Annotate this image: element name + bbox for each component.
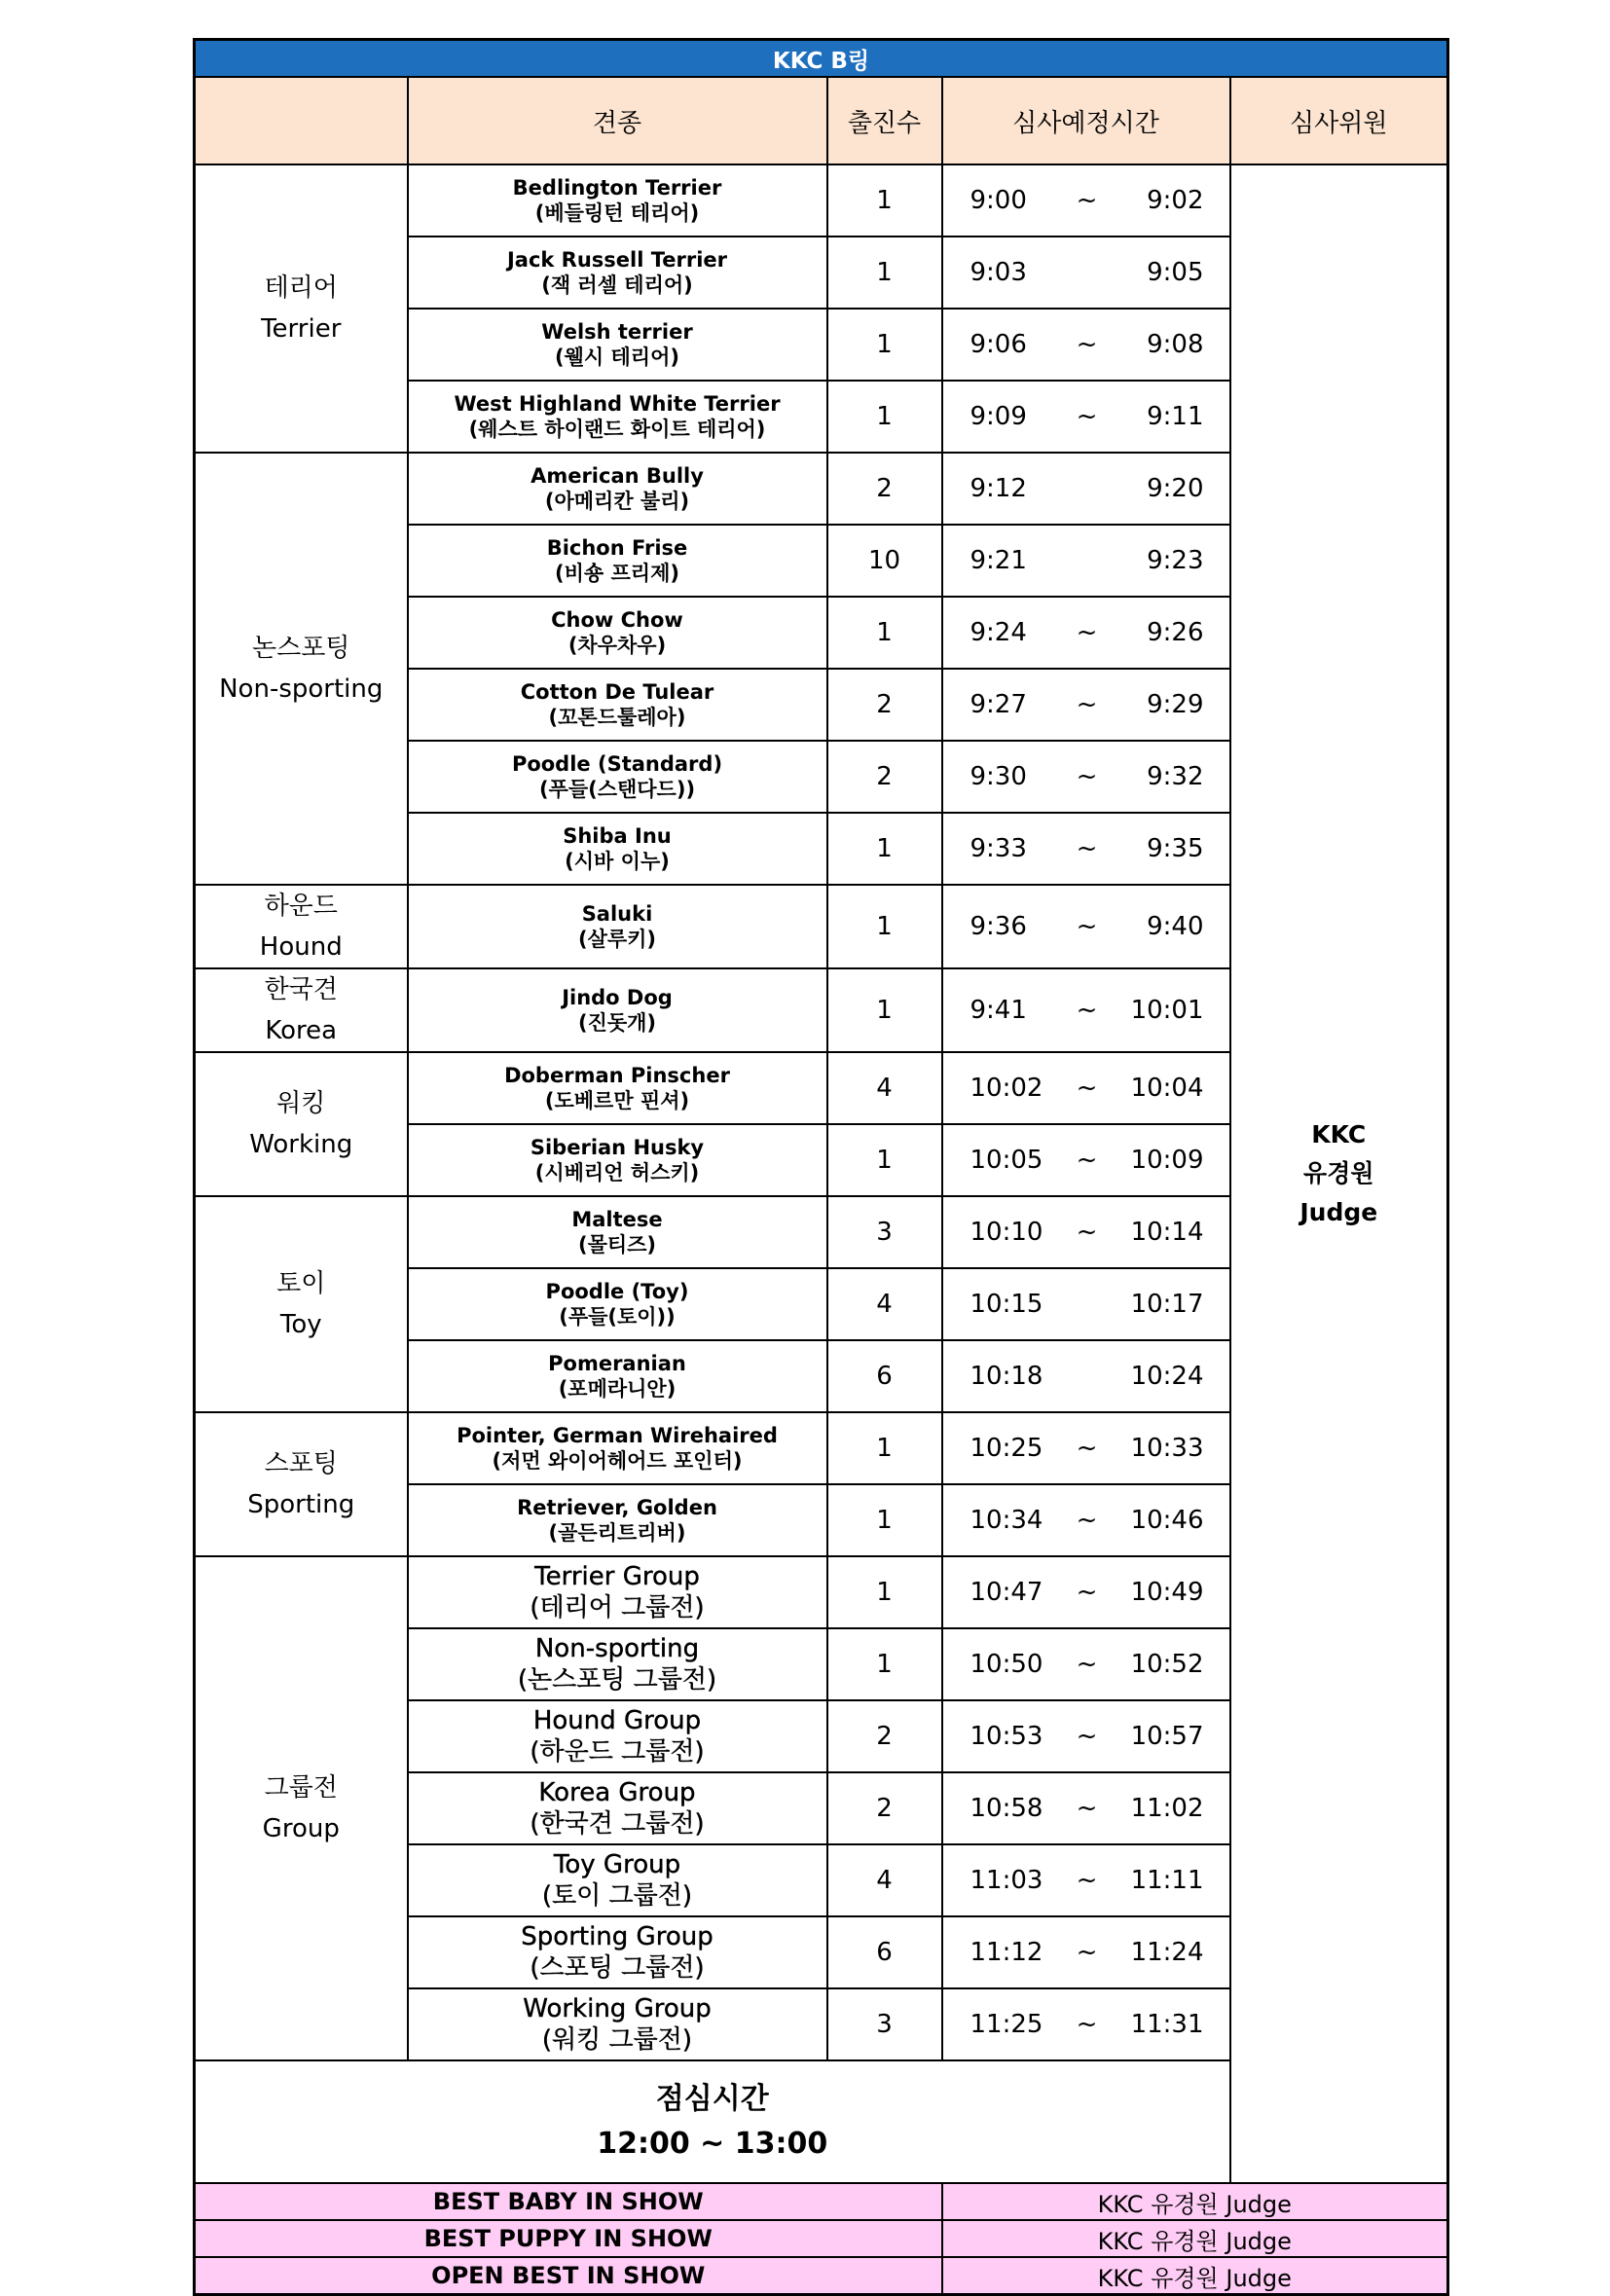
start-time: 11:12 bbox=[970, 1938, 1043, 1967]
award-judge: KKC 유경원 Judge bbox=[942, 2257, 1448, 2295]
time-separator: ~ bbox=[1076, 1578, 1098, 1607]
time-cell bbox=[942, 1772, 1230, 1844]
breed-name-en: Retriever, Golden bbox=[517, 1496, 717, 1519]
end-time: 9:40 bbox=[1147, 912, 1204, 941]
end-time: 10:57 bbox=[1130, 1722, 1204, 1751]
time-separator: ~ bbox=[1076, 996, 1098, 1025]
judge-cell bbox=[1230, 164, 1448, 2183]
entry-count: 1 bbox=[827, 237, 942, 309]
table-title: KKC B링 bbox=[195, 40, 1448, 78]
breed-cell bbox=[408, 885, 827, 968]
entry-count: 1 bbox=[827, 968, 942, 1052]
entry-count: 4 bbox=[827, 1052, 942, 1124]
time-cell bbox=[942, 885, 1230, 968]
breed-name-ko: (웨스트 하이랜드 화이트 테리어) bbox=[468, 418, 766, 441]
time-range bbox=[943, 546, 1229, 575]
time-range bbox=[943, 1866, 1229, 1895]
breed-name-en: Saluki bbox=[581, 902, 653, 926]
breed-cell bbox=[408, 1124, 827, 1196]
title-row bbox=[195, 40, 1448, 78]
end-time: 10:09 bbox=[1130, 1146, 1204, 1175]
time-separator: ~ bbox=[1076, 1434, 1098, 1463]
time-cell bbox=[942, 597, 1230, 669]
breed-cell bbox=[408, 1412, 827, 1484]
breed-name-en: Non-sporting bbox=[534, 1634, 700, 1663]
end-time: 11:02 bbox=[1130, 1794, 1204, 1823]
group-cell bbox=[195, 1052, 408, 1196]
time-range bbox=[943, 1146, 1229, 1175]
entry-count: 4 bbox=[827, 1268, 942, 1340]
group-name-ko: 테리어 bbox=[264, 273, 338, 303]
end-time: 9:29 bbox=[1147, 690, 1204, 719]
breed-cell bbox=[408, 1628, 827, 1700]
breed-name-ko: (살루키) bbox=[577, 928, 657, 951]
end-time: 10:52 bbox=[1130, 1650, 1204, 1679]
breed-name-ko: (차우차우) bbox=[567, 634, 667, 657]
breed-name-en: Jindo Dog bbox=[562, 986, 673, 1009]
group-name-en: Korea bbox=[265, 1016, 338, 1045]
start-time: 10:10 bbox=[970, 1218, 1043, 1247]
time-separator: ~ bbox=[1076, 912, 1098, 941]
time-cell bbox=[942, 1628, 1230, 1700]
time-range bbox=[943, 1650, 1229, 1679]
time-separator: ~ bbox=[1076, 330, 1098, 359]
entry-count: 1 bbox=[827, 309, 942, 381]
header-count: 출진수 bbox=[827, 77, 942, 164]
award-name: OPEN BEST IN SHOW bbox=[195, 2257, 942, 2295]
time-cell bbox=[942, 669, 1230, 741]
award-row bbox=[195, 2220, 1448, 2257]
entry-count: 1 bbox=[827, 597, 942, 669]
time-cell bbox=[942, 237, 1230, 309]
entry-count: 10 bbox=[827, 525, 942, 597]
start-time: 9:06 bbox=[970, 330, 1027, 359]
time-cell bbox=[942, 1052, 1230, 1124]
time-separator: ~ bbox=[1076, 762, 1098, 791]
entry-count: 1 bbox=[827, 813, 942, 885]
breed-name-en: Hound Group bbox=[532, 1706, 702, 1735]
end-time: 10:01 bbox=[1130, 996, 1204, 1025]
time-cell bbox=[942, 813, 1230, 885]
start-time: 11:25 bbox=[970, 2010, 1043, 2039]
time-separator: ~ bbox=[1076, 1146, 1098, 1175]
start-time: 9:09 bbox=[970, 402, 1027, 431]
group-cell bbox=[195, 1556, 408, 2060]
breed-cell bbox=[408, 525, 827, 597]
breed-cell bbox=[408, 669, 827, 741]
header-judge: 심사위원 bbox=[1230, 77, 1448, 164]
breed-name-ko: (비숑 프리제) bbox=[555, 562, 679, 585]
breed-name-en: Toy Group bbox=[553, 1850, 681, 1879]
time-cell bbox=[942, 1268, 1230, 1340]
group-name-en: Toy bbox=[279, 1310, 322, 1339]
breed-name-en: Pointer, German Wirehaired bbox=[457, 1424, 778, 1447]
time-separator: ~ bbox=[1076, 690, 1098, 719]
time-range bbox=[943, 618, 1229, 647]
breed-name-en: Chow Chow bbox=[551, 608, 683, 632]
breed-name-en: Doberman Pinscher bbox=[504, 1064, 730, 1087]
end-time: 9:20 bbox=[1147, 474, 1204, 503]
start-time: 10:34 bbox=[970, 1506, 1043, 1535]
end-time: 9:32 bbox=[1147, 762, 1204, 791]
group-name-ko: 하운드 bbox=[264, 892, 338, 921]
time-range bbox=[943, 1290, 1229, 1319]
entry-count: 2 bbox=[827, 1700, 942, 1772]
start-time: 10:18 bbox=[970, 1362, 1043, 1391]
entry-count: 3 bbox=[827, 1196, 942, 1268]
end-time: 10:17 bbox=[1130, 1290, 1204, 1319]
end-time: 10:46 bbox=[1130, 1506, 1204, 1535]
end-time: 9:23 bbox=[1147, 546, 1204, 575]
breed-cell bbox=[408, 741, 827, 813]
group-cell bbox=[195, 1412, 408, 1556]
start-time: 9:03 bbox=[970, 258, 1027, 287]
start-time: 10:50 bbox=[970, 1650, 1043, 1679]
breed-cell bbox=[408, 453, 827, 525]
breed-name-ko: (베들링턴 테리어) bbox=[534, 201, 700, 225]
breed-cell bbox=[408, 597, 827, 669]
time-cell bbox=[942, 1556, 1230, 1628]
end-time: 11:24 bbox=[1130, 1938, 1204, 1967]
breed-name-en: American Bully bbox=[531, 464, 704, 488]
end-time: 9:02 bbox=[1147, 186, 1204, 215]
time-range bbox=[943, 912, 1229, 941]
time-cell bbox=[942, 1340, 1230, 1412]
end-time: 11:11 bbox=[1130, 1866, 1204, 1895]
time-separator: ~ bbox=[1076, 402, 1098, 431]
time-cell bbox=[942, 1700, 1230, 1772]
time-range bbox=[943, 402, 1229, 431]
time-range bbox=[943, 690, 1229, 719]
breed-name-ko: (도베르만 핀셔) bbox=[544, 1089, 690, 1112]
time-cell bbox=[942, 525, 1230, 597]
breed-name-ko: (진돗개) bbox=[577, 1011, 657, 1035]
entry-count: 6 bbox=[827, 1916, 942, 1988]
group-cell bbox=[195, 885, 408, 968]
group-cell bbox=[195, 1196, 408, 1412]
judge-title: Judge bbox=[1299, 1198, 1378, 1226]
start-time: 10:53 bbox=[970, 1722, 1043, 1751]
end-time: 10:14 bbox=[1130, 1218, 1204, 1247]
time-range bbox=[943, 834, 1229, 863]
breed-name-en: Bedlington Terrier bbox=[512, 176, 722, 200]
award-row bbox=[195, 2183, 1448, 2220]
breed-name-en: Poodle (Standard) bbox=[511, 752, 723, 776]
breed-cell bbox=[408, 164, 827, 237]
time-range bbox=[943, 1794, 1229, 1823]
group-name-ko: 스포팅 bbox=[264, 1449, 338, 1478]
time-range bbox=[943, 1578, 1229, 1607]
group-name-ko: 워킹 bbox=[276, 1089, 326, 1118]
breed-name-en: Sporting Group bbox=[521, 1922, 714, 1951]
time-cell bbox=[942, 741, 1230, 813]
end-time: 10:24 bbox=[1130, 1362, 1204, 1391]
breed-name-ko: (저먼 와이어헤어드 포인터) bbox=[492, 1449, 743, 1473]
group-name-en: Working bbox=[249, 1130, 353, 1159]
start-time: 11:03 bbox=[970, 1866, 1043, 1895]
time-cell bbox=[942, 309, 1230, 381]
judge-name: 유경원 bbox=[1303, 1159, 1374, 1187]
breed-name-ko: (토이 그룹전) bbox=[541, 1881, 693, 1911]
start-time: 10:47 bbox=[970, 1578, 1043, 1607]
group-name-en: Group bbox=[262, 1814, 340, 1843]
breed-cell bbox=[408, 1988, 827, 2060]
breed-name-en: West Highland White Terrier bbox=[454, 392, 781, 416]
time-cell bbox=[942, 164, 1230, 237]
breed-cell bbox=[408, 1052, 827, 1124]
time-separator: ~ bbox=[1076, 1938, 1098, 1967]
time-separator: ~ bbox=[1076, 834, 1098, 863]
breed-cell bbox=[408, 1772, 827, 1844]
header-group bbox=[195, 77, 408, 164]
time-cell bbox=[942, 1412, 1230, 1484]
time-cell bbox=[942, 381, 1230, 453]
start-time: 9:27 bbox=[970, 690, 1027, 719]
time-separator: ~ bbox=[1076, 1722, 1098, 1751]
start-time: 10:15 bbox=[970, 1290, 1043, 1319]
start-time: 9:24 bbox=[970, 618, 1027, 647]
breed-cell bbox=[408, 968, 827, 1052]
breed-name-ko: (몰티즈) bbox=[577, 1233, 657, 1257]
breed-name-en: Maltese bbox=[571, 1208, 663, 1231]
time-cell bbox=[942, 1916, 1230, 1988]
breed-cell bbox=[408, 237, 827, 309]
lunch-time: 12:00 ~ 13:00 bbox=[597, 2127, 828, 2161]
start-time: 10:58 bbox=[970, 1794, 1043, 1823]
group-name-ko: 그룹전 bbox=[264, 1773, 338, 1803]
time-range bbox=[943, 2010, 1229, 2039]
breed-name-ko: (한국견 그룹전) bbox=[530, 1809, 705, 1839]
header-row bbox=[195, 77, 1448, 164]
group-name-en: Hound bbox=[259, 932, 343, 962]
breed-cell bbox=[408, 813, 827, 885]
start-time: 9:41 bbox=[970, 996, 1027, 1025]
time-separator: ~ bbox=[1076, 1650, 1098, 1679]
breed-name-en: Bichon Frise bbox=[546, 536, 688, 560]
start-time: 10:05 bbox=[970, 1146, 1043, 1175]
time-cell bbox=[942, 1988, 1230, 2060]
time-range bbox=[943, 474, 1229, 503]
entry-count: 1 bbox=[827, 164, 942, 237]
group-name-en: Sporting bbox=[247, 1490, 355, 1519]
group-name-ko: 논스포팅 bbox=[252, 634, 350, 663]
time-range bbox=[943, 1722, 1229, 1751]
breed-name-ko: (푸들(스탠다드)) bbox=[538, 778, 696, 801]
breed-name-en: Jack Russell Terrier bbox=[506, 248, 728, 272]
breed-name-ko: (아메리칸 불리) bbox=[544, 490, 690, 513]
breed-cell bbox=[408, 1484, 827, 1556]
entry-count: 1 bbox=[827, 1124, 942, 1196]
lunch-label: 점심시간 bbox=[655, 2082, 769, 2116]
time-range bbox=[943, 330, 1229, 359]
award-name: BEST BABY IN SHOW bbox=[195, 2183, 942, 2220]
breed-name-ko: (꼬톤드툴레아) bbox=[548, 706, 686, 729]
time-cell bbox=[942, 453, 1230, 525]
end-time: 10:33 bbox=[1130, 1434, 1204, 1463]
end-time: 10:04 bbox=[1130, 1074, 1204, 1103]
breed-name-en: Pomeranian bbox=[548, 1352, 686, 1375]
header-breed: 견종 bbox=[408, 77, 827, 164]
time-cell bbox=[942, 1484, 1230, 1556]
award-judge: KKC 유경원 Judge bbox=[942, 2183, 1448, 2220]
breed-name-ko: (푸들(토이)) bbox=[559, 1305, 676, 1329]
breed-name-en: Cotton De Tulear bbox=[520, 680, 714, 704]
judge-org: KKC bbox=[1311, 1120, 1367, 1148]
group-cell bbox=[195, 968, 408, 1052]
start-time: 10:25 bbox=[970, 1434, 1043, 1463]
end-time: 10:49 bbox=[1130, 1578, 1204, 1607]
breed-name-ko: (골든리트리버) bbox=[548, 1521, 686, 1545]
time-separator: ~ bbox=[1076, 1866, 1098, 1895]
group-name-en: Terrier bbox=[261, 314, 342, 344]
entry-count: 1 bbox=[827, 1556, 942, 1628]
breed-cell bbox=[408, 1916, 827, 1988]
breed-name-ko: (워킹 그룹전) bbox=[541, 2025, 693, 2055]
breed-cell bbox=[408, 1340, 827, 1412]
time-separator: ~ bbox=[1076, 1074, 1098, 1103]
time-range bbox=[943, 1074, 1229, 1103]
end-time: 9:05 bbox=[1147, 258, 1204, 287]
breed-name-ko: (하운드 그룹전) bbox=[530, 1737, 705, 1767]
time-range bbox=[943, 996, 1229, 1025]
entry-count: 2 bbox=[827, 741, 942, 813]
schedule-table bbox=[193, 38, 1449, 2296]
time-separator: ~ bbox=[1076, 1794, 1098, 1823]
breed-name-ko: (포메라니안) bbox=[558, 1377, 677, 1401]
entry-count: 4 bbox=[827, 1844, 942, 1916]
end-time: 9:26 bbox=[1147, 618, 1204, 647]
start-time: 9:36 bbox=[970, 912, 1027, 941]
time-cell bbox=[942, 1844, 1230, 1916]
start-time: 9:12 bbox=[970, 474, 1027, 503]
time-range bbox=[943, 762, 1229, 791]
breed-name-en: Working Group bbox=[523, 1994, 712, 2023]
time-separator: ~ bbox=[1076, 186, 1098, 215]
group-cell bbox=[195, 453, 408, 885]
end-time: 11:31 bbox=[1130, 2010, 1204, 2039]
breed-name-en: Welsh terrier bbox=[541, 320, 693, 344]
group-name-ko: 한국견 bbox=[264, 975, 338, 1004]
breed-name-ko: (웰시 테리어) bbox=[555, 346, 679, 369]
time-cell bbox=[942, 1196, 1230, 1268]
breed-name-en: Poodle (Toy) bbox=[545, 1280, 689, 1303]
breed-name-en: Siberian Husky bbox=[530, 1136, 705, 1159]
start-time: 9:00 bbox=[970, 186, 1027, 215]
entry-count: 6 bbox=[827, 1340, 942, 1412]
breed-cell bbox=[408, 1268, 827, 1340]
breed-cell bbox=[408, 1700, 827, 1772]
time-range bbox=[943, 1938, 1229, 1967]
time-range bbox=[943, 1434, 1229, 1463]
breed-name-en: Terrier Group bbox=[534, 1562, 700, 1591]
start-time: 9:21 bbox=[970, 546, 1027, 575]
time-range bbox=[943, 1362, 1229, 1391]
breed-cell bbox=[408, 1556, 827, 1628]
time-range bbox=[943, 1506, 1229, 1535]
time-cell bbox=[942, 968, 1230, 1052]
entry-count: 1 bbox=[827, 885, 942, 968]
time-range bbox=[943, 258, 1229, 287]
breed-name-ko: (논스포팅 그룹전) bbox=[517, 1665, 717, 1695]
time-cell bbox=[942, 1124, 1230, 1196]
group-cell bbox=[195, 164, 408, 453]
time-separator: ~ bbox=[1076, 1506, 1098, 1535]
breed-cell bbox=[408, 309, 827, 381]
breed-cell bbox=[408, 381, 827, 453]
start-time: 9:33 bbox=[970, 834, 1027, 863]
group-name-en: Non-sporting bbox=[219, 674, 384, 704]
award-judge: KKC 유경원 Judge bbox=[942, 2220, 1448, 2257]
header-time: 심사예정시간 bbox=[942, 77, 1230, 164]
entry-count: 2 bbox=[827, 1772, 942, 1844]
time-separator: ~ bbox=[1076, 2010, 1098, 2039]
start-time: 9:30 bbox=[970, 762, 1027, 791]
entry-count: 1 bbox=[827, 1484, 942, 1556]
entry-count: 2 bbox=[827, 453, 942, 525]
breed-name-ko: (잭 러셀 테리어) bbox=[541, 273, 693, 297]
breed-name-ko: (테리어 그룹전) bbox=[530, 1593, 705, 1622]
entry-count: 1 bbox=[827, 1628, 942, 1700]
breed-name-en: Shiba Inu bbox=[563, 824, 672, 848]
end-time: 9:11 bbox=[1147, 402, 1204, 431]
breed-cell bbox=[408, 1844, 827, 1916]
award-row bbox=[195, 2257, 1448, 2295]
breed-name-en: Korea Group bbox=[538, 1778, 696, 1807]
breed-cell bbox=[408, 1196, 827, 1268]
breed-name-ko: (시바 이누) bbox=[565, 850, 670, 873]
table-row bbox=[195, 164, 1448, 237]
entry-count: 1 bbox=[827, 1412, 942, 1484]
start-time: 10:02 bbox=[970, 1074, 1043, 1103]
entry-count: 3 bbox=[827, 1988, 942, 2060]
time-range bbox=[943, 1218, 1229, 1247]
lunch-cell bbox=[195, 2060, 1230, 2183]
entry-count: 2 bbox=[827, 669, 942, 741]
award-name: BEST PUPPY IN SHOW bbox=[195, 2220, 942, 2257]
time-range bbox=[943, 186, 1229, 215]
breed-name-ko: (스포팅 그룹전) bbox=[530, 1953, 705, 1983]
breed-name-ko: (시베리언 허스키) bbox=[534, 1161, 700, 1184]
time-separator: ~ bbox=[1076, 1218, 1098, 1247]
end-time: 9:08 bbox=[1147, 330, 1204, 359]
end-time: 9:35 bbox=[1147, 834, 1204, 863]
group-name-ko: 토이 bbox=[276, 1269, 326, 1298]
time-separator: ~ bbox=[1076, 618, 1098, 647]
entry-count: 1 bbox=[827, 381, 942, 453]
